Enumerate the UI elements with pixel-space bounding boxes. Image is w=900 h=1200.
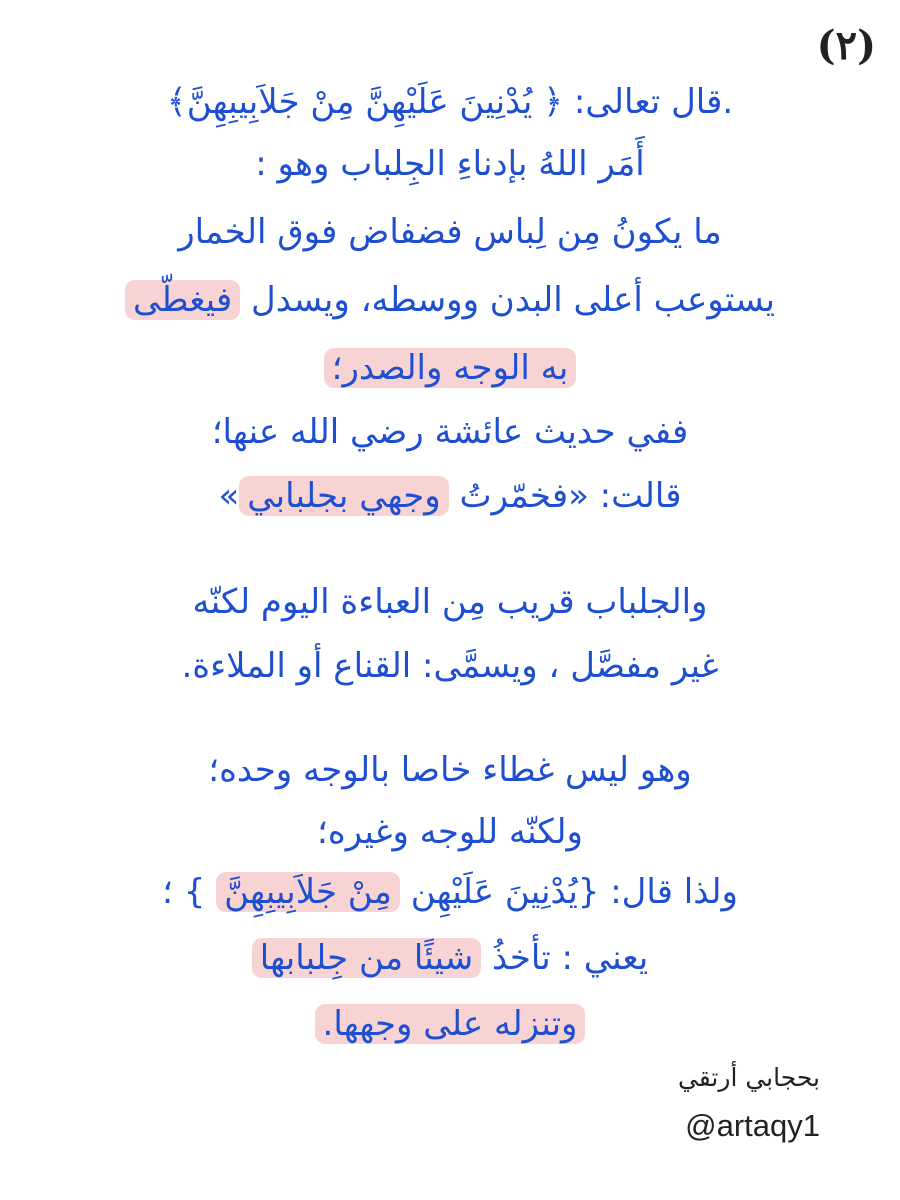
text-segment: ففي حديث عائشة رضي الله عنها؛ <box>211 412 689 452</box>
text-line <box>0 868 900 916</box>
highlighted-text: فيغطّى <box>125 280 240 320</box>
social-handle: @artaqy1 <box>685 1108 820 1143</box>
text-segment: يستوعب أعلى البدن ووسطه، ويسدل <box>240 280 775 320</box>
highlighted-text: مِنْ جَلاَبِيبِهِنَّ <box>216 872 400 912</box>
text-line <box>0 408 900 456</box>
text-line <box>0 472 900 520</box>
text-segment: يعني : تأخذُ <box>481 938 649 978</box>
signature-block <box>678 1058 820 1148</box>
text-line <box>0 276 900 324</box>
text-segment: والجلباب قريب مِن العباءة اليوم لكنّه <box>192 582 708 622</box>
text-segment: .قال تعالى: ﴿ يُدْنِينَ عَلَيْهِنَّ مِنْ جَلاَبِيبِهِنَّ﴾ <box>166 82 734 122</box>
signature-arabic: بحجابي أرتقي <box>677 1063 820 1092</box>
text-line <box>0 208 900 256</box>
text-segment: » <box>218 476 240 516</box>
text-segment: أَمَر اللهُ بإدناءِ الجِلباب وهو : <box>255 144 645 184</box>
text-line <box>0 642 900 690</box>
text-line <box>0 1000 900 1048</box>
highlighted-text: شيئًا من جِلبابها <box>252 938 481 978</box>
text-line <box>0 344 900 392</box>
page-number: (٢) <box>816 22 876 69</box>
text-line <box>0 808 900 856</box>
text-segment: } ؛ <box>162 872 217 912</box>
text-line <box>0 746 900 794</box>
text-segment: قالت: «فخمّرتُ <box>448 476 682 516</box>
highlighted-text: به الوجه والصدر؛ <box>324 348 577 388</box>
text-segment: ما يكونُ مِن لِباس فضفاض فوق الخمار <box>178 212 722 252</box>
text-segment: وهو ليس غطاء خاصا بالوجه وحده؛ <box>208 750 692 790</box>
highlighted-text: وجهي بجلبابي <box>239 476 448 516</box>
text-line <box>0 934 900 982</box>
text-segment: غير مفصَّل ، ويسمَّى: القناع أو الملاءة. <box>181 646 719 686</box>
highlighted-text: وتنزله على وجهها. <box>315 1004 586 1044</box>
text-line <box>0 78 900 126</box>
text-segment: ولكنّه للوجه وغيره؛ <box>317 812 583 852</box>
text-line <box>0 140 900 188</box>
text-segment: ولذا قال: {يُدْنِينَ عَلَيْهِن <box>399 872 738 912</box>
text-line <box>0 578 900 626</box>
